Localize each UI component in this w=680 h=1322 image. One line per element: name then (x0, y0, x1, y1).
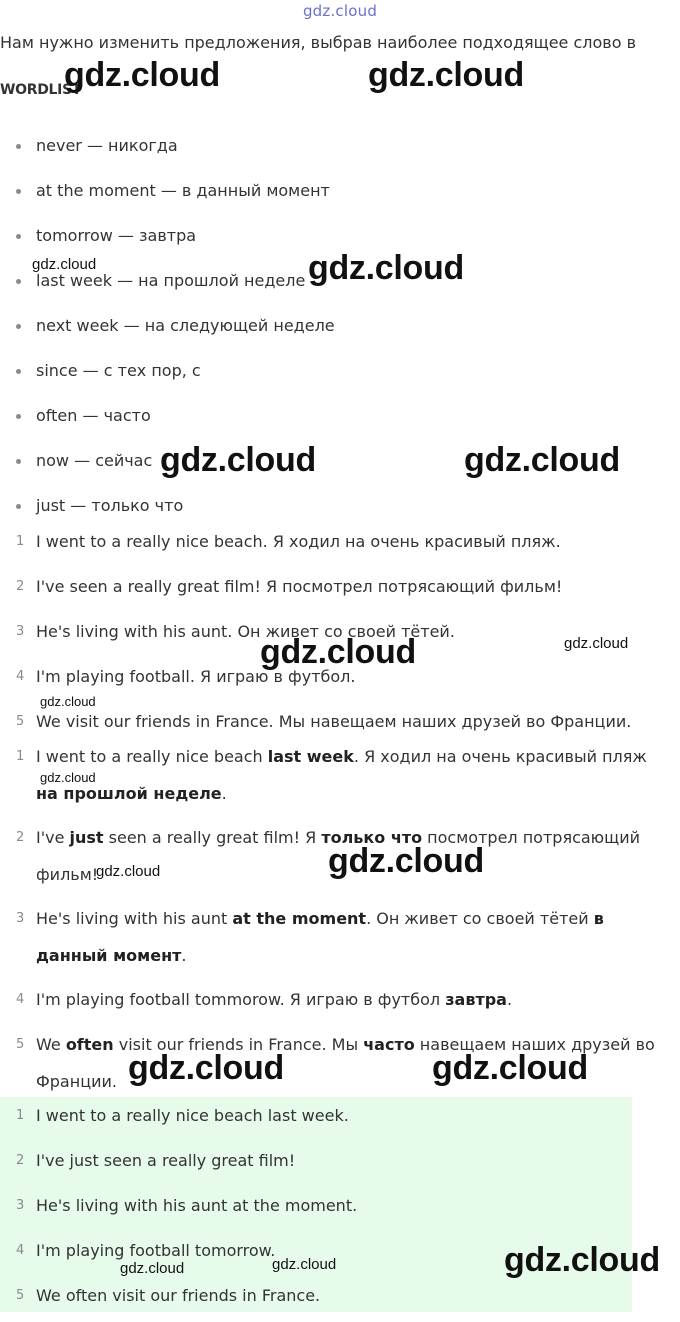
answer-text: He's living with his aunt at the moment. (36, 1196, 358, 1215)
bullet-icon (16, 189, 21, 194)
wordlist-item-text: last week — на прошлой неделе (36, 271, 306, 290)
watermark: gdz.cloud (328, 842, 484, 880)
list-item (0, 900, 680, 981)
inserted-word: just (69, 828, 104, 847)
bullet-icon (16, 234, 21, 239)
list-item (0, 738, 680, 819)
sentence-part: We (36, 1035, 66, 1054)
wordlist-item-text: next week — на следующей неделе (36, 316, 335, 335)
sentence-text: We visit our friends in France. Мы навещаем наших друзей во Франции. (36, 712, 632, 731)
answer-text: We often visit our friends in France. (36, 1286, 321, 1305)
intro-text: Нам нужно изменить предложения, выбрав наиболее подходящее слово в (0, 33, 637, 52)
sentence-part: seen a really great film! Я (103, 828, 322, 847)
list-item (0, 523, 680, 568)
list-item (0, 1187, 680, 1232)
item-number: 5 (16, 1288, 25, 1303)
item-number: 2 (16, 579, 25, 594)
inserted-word: often (65, 1035, 114, 1054)
watermark: gdz.cloud (32, 256, 97, 273)
answer-sentences (0, 1097, 680, 1322)
watermark: gdz.cloud (368, 56, 524, 94)
watermark: gdz.cloud (40, 770, 96, 785)
sentence-part: visit our friends in France. Мы (113, 1035, 364, 1054)
wordlist-item (0, 130, 680, 175)
sentence-part: I've (36, 828, 70, 847)
wordlist-item (0, 355, 680, 400)
wordlist-item-text: just — только что (36, 496, 184, 515)
item-number: 1 (16, 534, 25, 549)
watermark: gdz.cloud (128, 1049, 284, 1087)
sentence-part: I went to a really nice beach (36, 747, 268, 766)
sentence-text: He's living with his aunt. Он живет со своей тётей. (36, 622, 455, 641)
list-item (0, 981, 680, 1026)
item-number: 5 (16, 1037, 25, 1052)
item-number: 4 (16, 669, 25, 684)
item-number: 5 (16, 714, 25, 729)
sentence-text: I'm playing football. Я играю в футбол. (36, 667, 356, 686)
watermark: gdz.cloud (260, 633, 416, 671)
wordlist-item-text: since — с тех пор, с (36, 361, 201, 380)
sentence-part: . (506, 990, 513, 1009)
watermark: gdz.cloud (120, 1260, 185, 1277)
answer-text: I went to a really nice beach last week. (36, 1106, 349, 1125)
wordlist-item (0, 400, 680, 445)
bullet-icon (16, 459, 21, 464)
watermark: gdz.cloud (504, 1241, 660, 1279)
inserted-word: last week (267, 747, 354, 766)
item-number: 1 (16, 1108, 25, 1123)
inserted-word: at the moment (232, 909, 367, 928)
list-item (0, 1142, 680, 1187)
sentence-part: . (221, 784, 227, 803)
wordlist-item-text: never — никогда (36, 136, 178, 155)
bullet-icon (16, 144, 21, 149)
watermark: gdz.cloud (272, 1256, 337, 1273)
site-mark: gdz.cloud (302, 2, 378, 20)
inserted-word: часто (363, 1035, 415, 1054)
wordlist-item-text: at the moment — в данный момент (36, 181, 330, 200)
wordlist-title: WORDLIST (0, 82, 82, 98)
inserted-word: завтра (445, 990, 507, 1009)
item-number: 2 (16, 830, 25, 845)
watermark: gdz.cloud (40, 694, 96, 709)
bullet-icon (16, 504, 21, 509)
inserted-word: на прошлой неделе (36, 784, 222, 803)
inserted-word: только что (321, 828, 423, 847)
bullet-icon (16, 369, 21, 374)
watermark: gdz.cloud (308, 249, 464, 287)
item-number: 3 (16, 1198, 25, 1213)
wordlist-item-text: often — часто (36, 406, 151, 425)
sentence-part: . Я ходил на очень красивый пляж (353, 747, 647, 766)
answer-text: I've just seen a really great film! (36, 1151, 296, 1170)
sentence-part: . Он живет со своей тётей (366, 909, 594, 928)
sentence-part: I'm playing football tommorow. Я играю в футбол (36, 990, 446, 1009)
bullet-icon (16, 279, 21, 284)
item-number: 4 (16, 1243, 25, 1258)
bullet-icon (16, 324, 21, 329)
inserted-word: в данный момент (36, 909, 604, 965)
item-number: 3 (16, 911, 25, 926)
sentence-text: I went to a really nice beach. Я ходил на очень красивый пляж. (36, 532, 561, 551)
watermark: gdz.cloud (464, 441, 620, 479)
item-number: 1 (16, 749, 25, 764)
bullet-icon (16, 414, 21, 419)
item-number: 2 (16, 1153, 25, 1168)
item-number: 3 (16, 624, 25, 639)
watermark: gdz.cloud (96, 863, 161, 880)
answer-text: I'm playing football tomorrow. (36, 1241, 276, 1260)
wordlist-item-text: tomorrow — завтра (36, 226, 197, 245)
watermark: gdz.cloud (432, 1049, 588, 1087)
sentence-part: посмотрел потрясающий фильм! (36, 828, 641, 884)
watermark: gdz.cloud (160, 441, 316, 479)
list-item (0, 1277, 680, 1322)
sentence-part: . (181, 946, 187, 965)
wordlist-item (0, 175, 680, 220)
wordlist-item (0, 310, 680, 355)
wordlist-item-text: now — сейчас (36, 451, 153, 470)
item-number: 4 (16, 992, 25, 1007)
watermark: gdz.cloud (564, 635, 629, 652)
watermark: gdz.cloud (64, 56, 220, 94)
list-item (0, 1097, 680, 1142)
sentence-text: I've seen a really great film! Я посмотрел потрясающий фильм! (36, 577, 563, 596)
sentence-part: He's living with his aunt (36, 909, 233, 928)
list-item (0, 568, 680, 613)
sentence-part: навещаем наших друзей во Франции. (36, 1035, 655, 1091)
